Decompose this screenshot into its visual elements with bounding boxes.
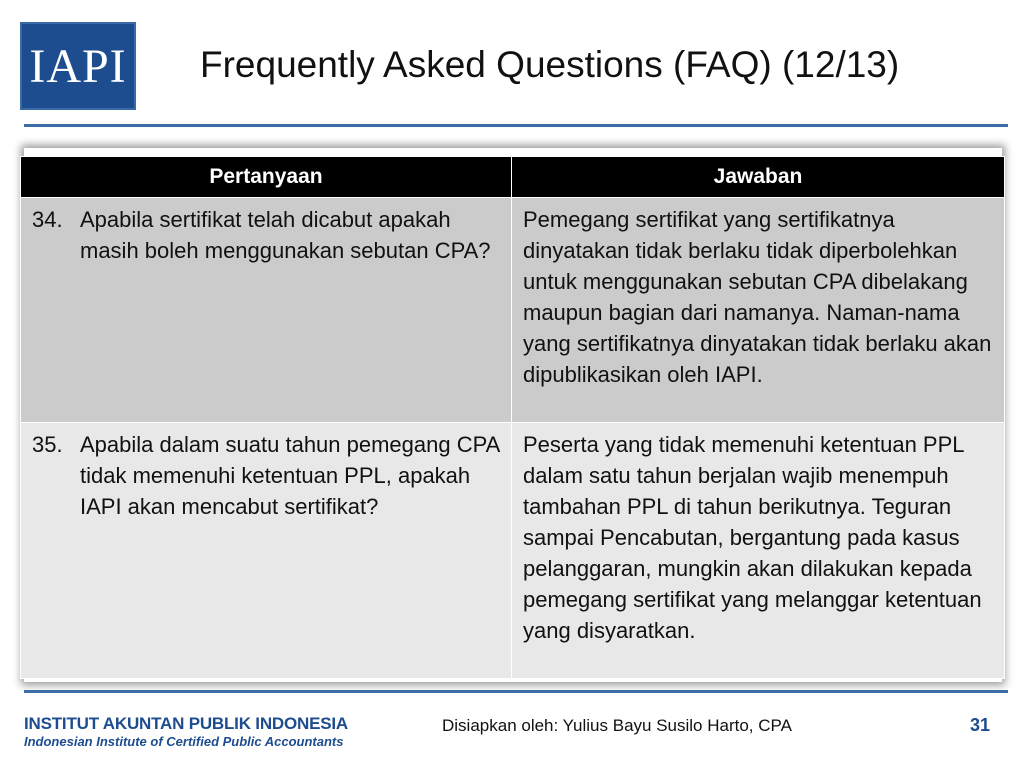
question-number: 35. (32, 432, 63, 457)
organization-name: INSTITUT AKUNTAN PUBLIK INDONESIA (24, 714, 348, 733)
organization-name-english: Indonesian Institute of Certified Public Accountants (24, 734, 344, 749)
question-text: Apabila sertifikat telah dicabut apakah masih boleh menggunakan sebutan CPA? (80, 207, 491, 263)
question-text: Apabila dalam suatu tahun pemegang CPA tidak memenuhi ketentuan PPL, apakah IAPI akan mencabut sertifikat? (80, 432, 500, 519)
column-header-answer: Jawaban (512, 157, 1005, 198)
slide-title: Frequently Asked Questions (FAQ) (12/13) (200, 44, 900, 85)
question-number: 34. (32, 207, 63, 232)
table-header-row (21, 157, 1005, 198)
iapi-logo: IAPI (20, 22, 136, 110)
header-divider (24, 124, 1008, 127)
table-row (21, 198, 1005, 423)
answer-text: Pemegang sertifikat yang sertifikatnya dinyatakan tidak berlaku tidak diperbolehkan untuk menggunakan sebutan CPA dibelakang maupun bagian dari namanya. Naman-nama yang sertifikatnya dinyatakan tidak berlaku akan dipublikasikan oleh IAPI. (523, 207, 992, 387)
footer-organization-block (24, 714, 348, 749)
table-row (21, 423, 1005, 679)
footer-divider (24, 690, 1008, 693)
faq-table (20, 156, 1005, 679)
footer-credit: Disiapkan oleh: Yulius Bayu Susilo Harto, CPA (442, 716, 792, 735)
column-header-question: Pertanyaan (21, 157, 512, 198)
answer-cell (512, 423, 1005, 679)
question-cell (21, 423, 512, 679)
answer-text: Peserta yang tidak memenuhi ketentuan PPL dalam satu tahun berjalan wajib menempuh tambahan PPL di tahun berikutnya. Teguran sampai Pencabutan, bergantung pada kasus pelanggaran, mungkin akan dilakukan kepada pemegang sertifikat yang melanggar ketentuan yang disyaratkan. (523, 432, 982, 643)
page-number: 31 (970, 715, 991, 735)
answer-cell (512, 198, 1005, 423)
question-cell (21, 198, 512, 423)
